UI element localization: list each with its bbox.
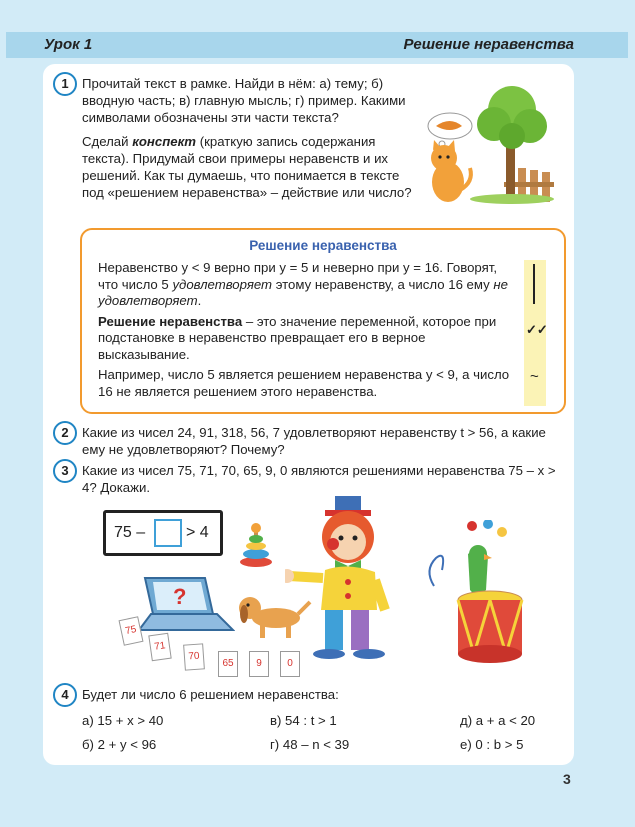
task-2-number: 2 [53, 421, 77, 445]
topic-bar-icon [533, 264, 535, 304]
task-1-number: 1 [53, 72, 77, 96]
wave-icon: ~ [530, 368, 539, 385]
task-1-para-2: Сделай конспект (краткую запись содержания текста). Придумай свои примеры неравенств и их решений. Как ты думаешь, что понимается в тексте под «решением неравенства» – действие или число? [82, 134, 412, 200]
cat-icon [431, 140, 471, 202]
task-4-item-v: в) 54 : t > 1 [270, 713, 337, 728]
number-card[interactable]: 9 [249, 651, 269, 677]
rule-frame [80, 228, 566, 414]
task-1-para-1: Прочитай текст в рамке. Найди в нём: а) тему; б) вводную часть; в) главную мысль; г) пример. Какими символами обозначены эти части текста? [82, 76, 406, 125]
lesson-topic: Решение неравенства [403, 36, 574, 53]
task-4-item-a: а) 15 + x > 40 [82, 713, 164, 728]
rule-definition: Решение неравенства – это значение переменной, которое при подстановке в неравенство превращает его в верное высказывание. [98, 313, 497, 362]
lesson-label: Урок 1 [44, 36, 93, 53]
number-card[interactable]: 0 [280, 651, 300, 677]
number-card[interactable]: 71 [148, 633, 171, 662]
task-4-item-e: е) 0 : b > 5 [460, 737, 524, 752]
number-card[interactable]: 75 [119, 616, 144, 646]
rule-example: Например, число 5 является решением неравенства y < 9, а число 16 не является решением этого неравенства. [98, 367, 510, 399]
task-1-text [82, 75, 416, 208]
rule-title: Решение неравенства [249, 238, 397, 253]
task-3-text: Какие из чисел 75, 71, 70, 65, 9, 0 являются решениями неравенства 75 – x > 4? Докажи. [82, 463, 556, 495]
task-4-text: Будет ли число 6 решением неравенства: [82, 687, 339, 702]
task-2-text: Какие из чисел 24, 91, 318, 56, 7 удовлетворяют неравенству t > 56, а какие ему не удовлетворяют? Почему? [82, 425, 546, 457]
task-3-number: 3 [53, 459, 77, 483]
lesson-header [6, 32, 628, 58]
task-4-item-b: б) 2 + y < 96 [82, 737, 157, 752]
check-icon: ✓✓ [526, 322, 548, 337]
pyramid-toy-icon [236, 520, 276, 570]
board-right: > 4 [186, 524, 209, 541]
number-card[interactable]: 65 [218, 651, 238, 677]
rule-intro: Неравенство y < 9 верно при y = 5 и неверно при y = 16. Говорят, что число 5 удовлетворяет этому неравенству, а число 16 ему не удовлетворяет. [98, 260, 508, 308]
answer-box[interactable] [154, 519, 182, 547]
rule-body [98, 260, 516, 404]
laptop-icon [135, 574, 235, 634]
page-number: 3 [563, 771, 571, 787]
number-card[interactable]: 70 [183, 643, 205, 670]
symbols-strip [524, 260, 546, 406]
task-4-number: 4 [53, 683, 77, 707]
drum-parrot-illustration [422, 520, 542, 670]
svg-text:?: ? [173, 584, 187, 609]
task-4-item-g: г) 48 – n < 39 [270, 737, 350, 752]
board-left: 75 – [114, 524, 146, 541]
inequality-board [103, 510, 223, 556]
task-4-item-d: д) a + a < 20 [460, 713, 536, 728]
clown-icon [285, 492, 415, 662]
cat-tree-illustration [420, 78, 570, 208]
